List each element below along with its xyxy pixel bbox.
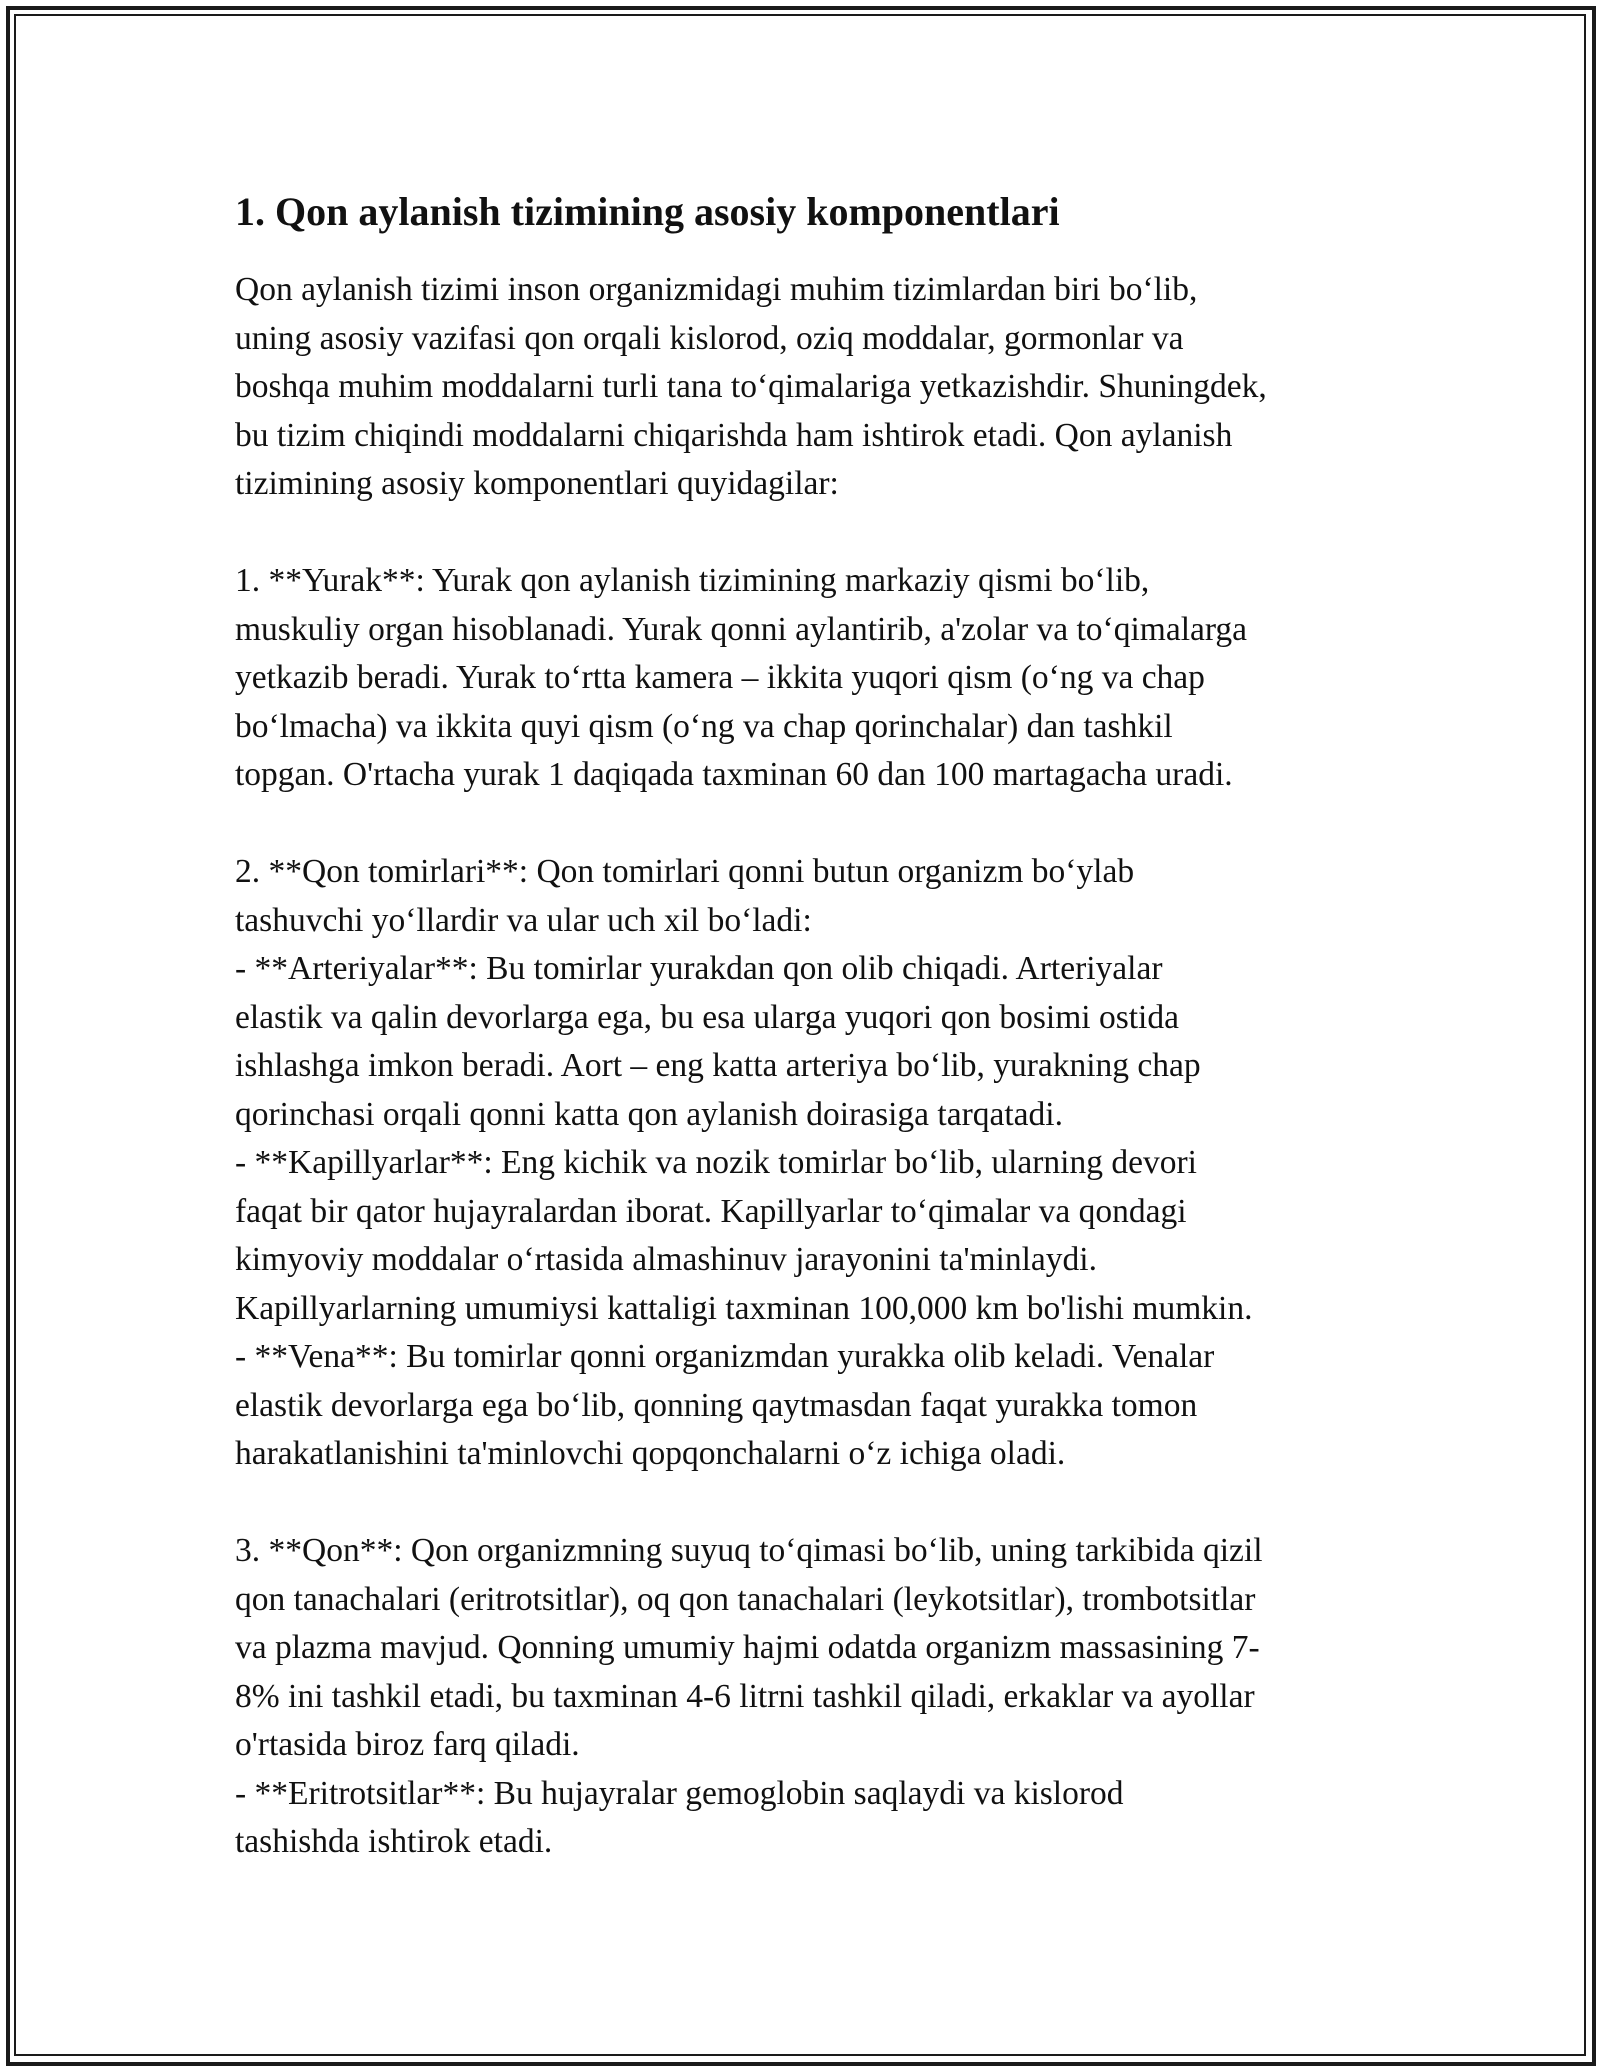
- list-item-blood: 3. **Qon**: Qon organizmning suyuq to‘qimasi bo‘lib, uning tarkibida qizil qon tanachalari (eritrotsitlar), oq qon tanachalari (leykotsitlar), trombotsitlar va plazma mavjud. Qonning umumiy hajmi odatda organizm massasining 7- 8% ini tashkil etadi, bu taxminan 4-6 litrni tashkil qiladi, erkaklar va ayollar o'rtasida biroz farq qiladi.: [235, 1532, 1263, 1763]
- list-item-blood-vessels: 2. **Qon tomirlari**: Qon tomirlari qonni butun organizm bo‘ylab tashuvchi yo‘llardir va ular uch xil bo‘ladi:: [235, 853, 1135, 939]
- sub-item-capillaries: - **Kapillyarlar**: Eng kichik va nozik tomirlar bo‘lib, ularning devori faqat bir qator hujayralardan iborat. Kapillyarlar to‘qimalar va qondagi kimyoviy moddalar o‘rtasida almashinuv jarayonini ta'minlaydi. Kapillyarlarning umumiysi kattaligi taxminan 100,000 km bo'lishi mumkin.: [235, 1144, 1253, 1327]
- paragraph-gap: [235, 509, 1375, 558]
- sub-item-veins: - **Vena**: Bu tomirlar qonni organizmdan yurakka olib keladi. Venalar elastik devorlarga ega bo‘lib, qonning qaytmasdan faqat yurakka tomon harakatlanishini ta'minlovchi qopqonchalarni o‘z ichiga oladi.: [235, 1338, 1215, 1472]
- section-heading: 1. Qon aylanish tizimining asosiy komponentlari: [235, 189, 1060, 234]
- sub-item-erythrocytes: - **Eritrotsitlar**: Bu hujayralar gemoglobin saqlaydi va kislorod tashishda ishtirok etadi.: [235, 1774, 1124, 1860]
- document-body: [235, 188, 1375, 1867]
- intro-paragraph: Qon aylanish tizimi inson organizmidagi muhim tizimlardan biri bo‘lib, uning asosiy vazifasi qon orqali kislorod, oziq moddalar, gormonlar va boshqa muhim moddalarni turli tana to‘qimalariga yetkazishdir. Shuningdek, bu tizim chiqindi moddalarni chiqarishda ham ishtirok etadi. Qon aylanish tizimining asosiy komponentlari quyidagilar:: [235, 271, 1267, 502]
- paragraph-gap: [235, 1479, 1375, 1528]
- paragraph-gap: [235, 800, 1375, 849]
- list-item-heart: 1. **Yurak**: Yurak qon aylanish tizimining markaziy qismi bo‘lib, muskuliy organ hisoblanadi. Yurak qonni aylantirib, a'zolar va to‘qimalarga yetkazib beradi. Yurak to‘rtta kamera – ikkita yuqori qism (o‘ng va chap bo‘lmacha) va ikkita quyi qism (o‘ng va chap qorinchalar) dan tashkil topgan. O'rtacha yurak 1 daqiqada taxminan 60 dan 100 martagacha uradi.: [235, 562, 1248, 793]
- sub-item-arteries: - **Arteriyalar**: Bu tomirlar yurakdan qon olib chiqadi. Arteriyalar elastik va qalin devorlarga ega, bu esa ularga yuqori qon bosimi ostida ishlashga imkon beradi. Aort – eng katta arteriya bo‘lib, yurakning chap qorinchasi orqali qonni katta qon aylanish doirasiga tarqatadi.: [235, 950, 1201, 1133]
